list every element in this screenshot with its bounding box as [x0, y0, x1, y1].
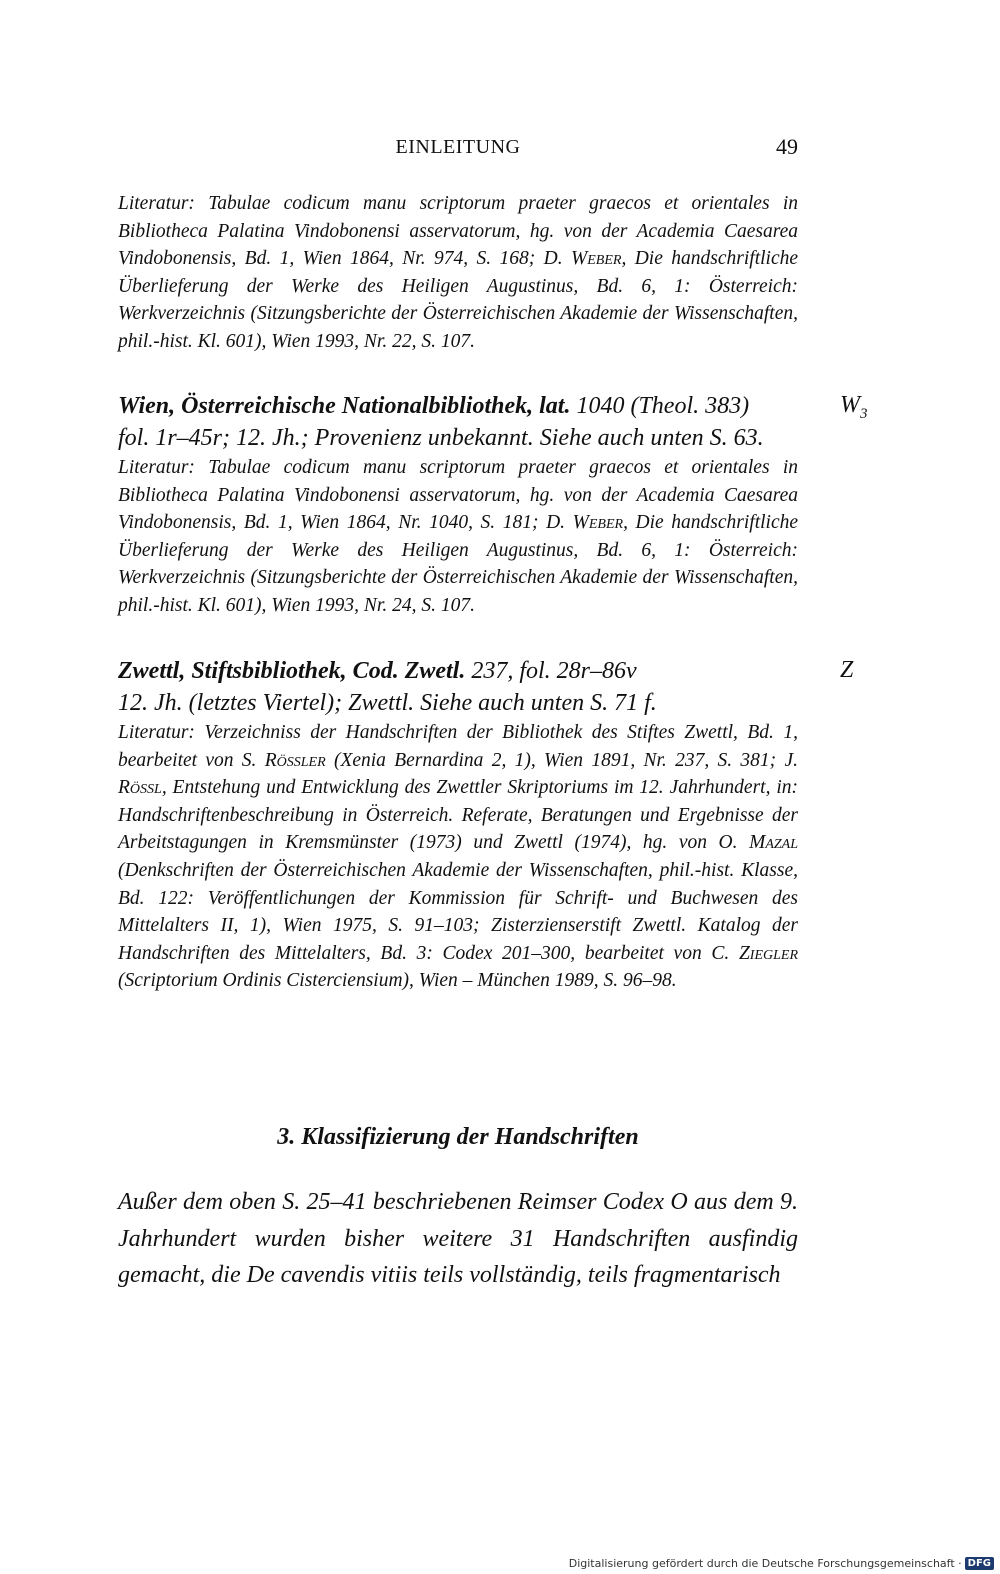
sigil-w3: $W_3$ — [840, 392, 868, 422]
manuscript-location: Wien, Österreichische Nationalbibliothek, lat. — [118, 393, 571, 419]
manuscript-heading-w3 — [118, 390, 798, 454]
literature-paragraph-2 — [118, 454, 798, 620]
literature-text: , Die handschriftliche Überlieferung der Werke des Heiligen Augustinus, Bd. 6, 1: Österreich: Werkverzeichnis (Sitzungsberichte der Österreichischen Akademie der Wissenschaften, phil.-hist. Kl. 601), Wien 1993, Nr. 22, S. 107. — [118, 248, 799, 352]
running-title: EINLEITUNG — [395, 136, 521, 158]
footer-text: Digitalisierung gefördert durch die Deutsche Forschungsgemeinschaft · — [568, 1557, 962, 1570]
sigil-z: Z — [840, 657, 854, 683]
literature-paragraph-3 — [118, 719, 798, 995]
manuscript-details: 12. Jh. (letztes Viertel); Zwettl. Siehe auch unten S. 71 f. — [118, 690, 657, 716]
author-name: Mazal — [749, 832, 798, 854]
body-paragraph: Außer dem oben S. 25–41 beschriebenen Reimser Codex O aus dem 9. Jahrhundert wurden bisher weitere 31 Handschriften ausfindig gemacht, die De cavendis vitiis teils vollständig, teils fragmentarisch — [118, 1189, 798, 1288]
section-title: 3. Klassifizierung der Handschriften — [277, 1124, 639, 1150]
manuscript-heading-z — [118, 655, 798, 719]
literature-text: , Entstehung und Entwicklung des Zwettler Skriptoriums im 12. Jahrhundert, in: Handschriftenbeschreibung in Österreich. Referate, Beratungen und Ergebnisse der Arbeitstagungen in Kremsmünster (1973) und Zwettl (1974), hg. von O. — [118, 777, 798, 854]
author-name: Rössler — [264, 749, 326, 771]
literature-text: Literatur: Verzeichniss der Handschriften der Bibliothek des Stiftes Zwettl, Bd. 1, bearbeitet von S. — [118, 722, 798, 771]
manuscript-location: Zwettl, Stiftsbibliothek, Cod. Zwetl. — [118, 658, 466, 684]
manuscript-shelfmark: 1040 (Theol. 383) — [570, 393, 750, 419]
author-name: Ziegler — [738, 942, 798, 964]
literature-text: Literatur: Tabulae codicum manu scriptorum praeter graecos et orientales in Bibliotheca Palatina Vindobonensi asservatorum, hg. von der Academia Caesarea Vindobonensis, Bd. 1, Wien 1864, Nr. 974, S. 168; D. — [118, 193, 798, 270]
dfg-logo-icon: DFG — [965, 1557, 994, 1570]
digitization-footer — [569, 1557, 994, 1570]
literature-text: (Denkschriften der Österreichischen Akademie der Wissenschaften, phil.-hist. Klasse, Bd. 122: Veröffentlichungen der Kommission für Schrift- und Buchwesen des Mittelalters II, 1), Wien 1975, S. 91–103; Zisterzienserstift Zwettl. Katalog der Handschriften des Mittelalters, Bd. 3: Codex 201–300, bearbeitet von C. — [118, 859, 798, 964]
page-number: 49 — [776, 134, 798, 159]
author-name: Rössl — [118, 777, 162, 799]
manuscript-details: fol. 1r–45r; 12. Jh.; Provenienz unbekannt. Siehe auch unten S. 63. — [118, 425, 764, 451]
literature-text: Literatur: Tabulae codicum manu scriptorum praeter graecos et orientales in Bibliotheca Palatina Vindobonensi asservatorum, hg. von der Academia Caesarea Vindobonensis, Bd. 1, Wien 1864, Nr. 1040, S. 181; D. — [118, 457, 798, 534]
author-name: Weber — [571, 248, 622, 270]
manuscript-shelfmark: 237, fol. 28r–86v — [465, 658, 637, 684]
running-header — [118, 136, 798, 166]
literature-text: , Die handschriftliche Überlieferung der Werke des Heiligen Augustinus, Bd. 6, 1: Österreich: Werkverzeichnis (Sitzungsberichte der Österreichischen Akademie der Wissenschaften, phil.-hist. Kl. 601), Wien 1993, Nr. 24, S. 107. — [118, 512, 799, 616]
literature-text: (Xenia Bernardina 2, 1), Wien 1891, Nr. 237, S. 381; J. — [325, 749, 799, 771]
literature-paragraph-1 — [118, 190, 798, 356]
literature-text: (Scriptorium Ordinis Cisterciensium), Wien – München 1989, S. 96–98. — [118, 970, 677, 992]
author-name: Weber — [572, 512, 624, 534]
